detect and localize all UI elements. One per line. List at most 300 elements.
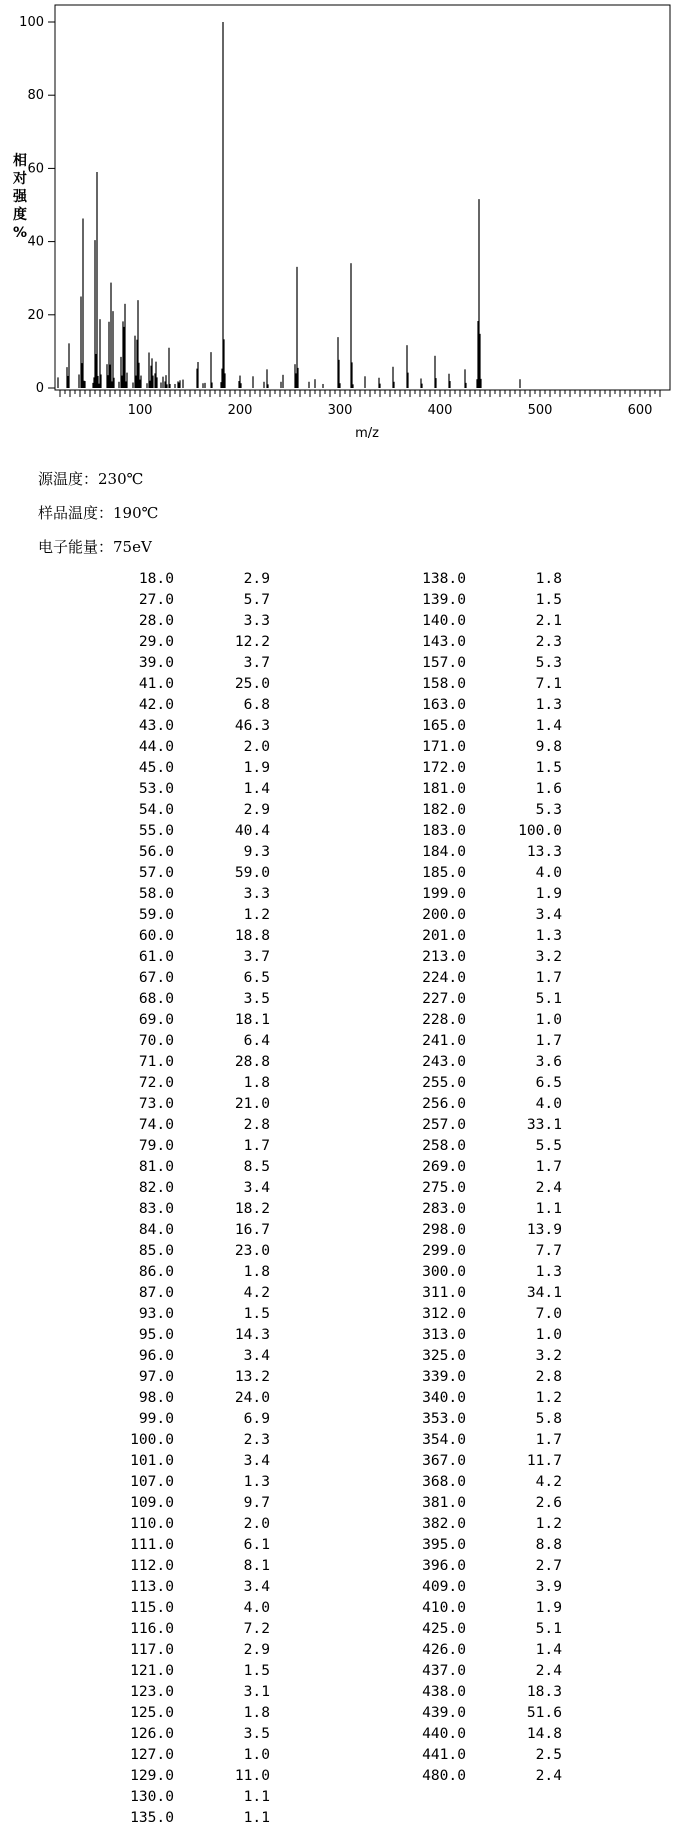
peak-mz: 96.0 [138, 1347, 174, 1364]
peak-intensity: 5.3 [535, 654, 562, 671]
peak-intensity: 2.3 [535, 633, 562, 650]
peak-row [400, 1198, 562, 1219]
peak-intensity: 11.7 [526, 1452, 562, 1469]
peak-mz: 185.0 [422, 864, 466, 881]
y-tick-label: 80 [27, 88, 44, 104]
condition-label: 源温度： [38, 470, 99, 488]
peak-intensity: 4.2 [535, 1473, 562, 1490]
peak-row [100, 841, 270, 862]
peak-mz: 57.0 [138, 864, 174, 881]
peak-mz: 340.0 [422, 1389, 466, 1406]
peak-mz: 283.0 [422, 1200, 466, 1217]
peak-intensity: 1.8 [535, 570, 562, 587]
peak-mz: 275.0 [422, 1179, 466, 1196]
peak-row [100, 631, 270, 652]
peak-intensity: 1.5 [243, 1305, 270, 1322]
peak-mz: 201.0 [422, 927, 466, 944]
peak-intensity: 3.7 [243, 948, 270, 965]
peak-intensity: 46.3 [234, 717, 270, 734]
peak-mz: 121.0 [130, 1662, 174, 1679]
peak-mz: 107.0 [130, 1473, 174, 1490]
peak-mz: 109.0 [130, 1494, 174, 1511]
peak-mz: 258.0 [422, 1137, 466, 1154]
peak-mz: 311.0 [422, 1284, 466, 1301]
peak-mz: 61.0 [138, 948, 174, 965]
peak-mz: 182.0 [422, 801, 466, 818]
peak-mz: 339.0 [422, 1368, 466, 1385]
peak-mz: 42.0 [138, 696, 174, 713]
peak-intensity: 3.3 [243, 612, 270, 629]
peak-mz: 157.0 [422, 654, 466, 671]
y-axis-label-char: % [12, 225, 28, 241]
peak-intensity: 1.2 [243, 906, 270, 923]
peak-row [400, 610, 562, 631]
peak-mz: 86.0 [138, 1263, 174, 1280]
peak-intensity: 7.2 [243, 1620, 270, 1637]
peak-mz: 200.0 [422, 906, 466, 923]
peak-row [400, 694, 562, 715]
peak-mz: 129.0 [130, 1767, 174, 1784]
peak-row [100, 568, 270, 589]
peak-row [400, 631, 562, 652]
peak-mz: 99.0 [138, 1410, 174, 1427]
peak-mz: 111.0 [130, 1536, 174, 1553]
mass-spectrum-chart [0, 0, 680, 440]
peak-row [400, 988, 562, 1009]
peak-intensity: 2.9 [243, 570, 270, 587]
peak-row [100, 799, 270, 820]
peak-row [100, 1093, 270, 1114]
peak-mz: 227.0 [422, 990, 466, 1007]
peak-row [100, 610, 270, 631]
peak-intensity: 2.3 [243, 1431, 270, 1448]
peak-mz: 71.0 [138, 1053, 174, 1070]
peak-intensity: 2.8 [243, 1116, 270, 1133]
peak-mz: 58.0 [138, 885, 174, 902]
peak-row [100, 694, 270, 715]
peak-intensity: 4.0 [535, 864, 562, 881]
peak-mz: 138.0 [422, 570, 466, 587]
peak-mz: 53.0 [138, 780, 174, 797]
peak-mz: 165.0 [422, 717, 466, 734]
peak-row [400, 1681, 562, 1702]
peak-row [400, 1219, 562, 1240]
peak-row [100, 778, 270, 799]
peak-intensity: 2.0 [243, 738, 270, 755]
peak-intensity: 1.8 [243, 1704, 270, 1721]
peak-row [400, 1744, 562, 1765]
peak-intensity: 5.1 [535, 1620, 562, 1637]
peak-mz: 125.0 [130, 1704, 174, 1721]
peak-mz: 116.0 [130, 1620, 174, 1637]
peak-mz: 70.0 [138, 1032, 174, 1049]
peak-row [100, 1765, 270, 1786]
peak-intensity: 6.1 [243, 1536, 270, 1553]
peak-row [100, 1429, 270, 1450]
peak-row [100, 967, 270, 988]
peak-row [400, 1261, 562, 1282]
peak-row [100, 1681, 270, 1702]
peak-mz: 44.0 [138, 738, 174, 755]
peak-mz: 437.0 [422, 1662, 466, 1679]
peak-row [400, 1555, 562, 1576]
peak-row [100, 1009, 270, 1030]
peak-intensity: 7.1 [535, 675, 562, 692]
peak-row [100, 1492, 270, 1513]
peak-row [400, 736, 562, 757]
peak-mz: 171.0 [422, 738, 466, 755]
peak-intensity: 14.8 [526, 1725, 562, 1742]
peak-intensity: 1.7 [535, 969, 562, 986]
peak-intensity: 1.0 [243, 1746, 270, 1763]
peak-mz: 184.0 [422, 843, 466, 860]
peak-intensity: 1.3 [243, 1473, 270, 1490]
peak-intensity: 1.3 [535, 1263, 562, 1280]
peak-mz: 130.0 [130, 1788, 174, 1805]
peak-mz: 255.0 [422, 1074, 466, 1091]
peak-mz: 39.0 [138, 654, 174, 671]
plot-frame [55, 5, 670, 390]
peak-row [100, 1555, 270, 1576]
peak-intensity: 1.4 [243, 780, 270, 797]
peak-mz: 382.0 [422, 1515, 466, 1532]
peak-mz: 139.0 [422, 591, 466, 608]
peak-mz: 110.0 [130, 1515, 174, 1532]
peak-mz: 84.0 [138, 1221, 174, 1238]
peak-intensity: 2.4 [535, 1179, 562, 1196]
peak-row [400, 757, 562, 778]
peak-row [100, 1072, 270, 1093]
peak-mz: 425.0 [422, 1620, 466, 1637]
peak-row [100, 1702, 270, 1723]
peak-mz: 82.0 [138, 1179, 174, 1196]
peak-mz: 81.0 [138, 1158, 174, 1175]
peak-intensity: 9.8 [535, 738, 562, 755]
peak-intensity: 1.4 [535, 717, 562, 734]
peak-intensity: 2.4 [535, 1662, 562, 1679]
peak-intensity: 1.7 [535, 1032, 562, 1049]
peak-mz: 367.0 [422, 1452, 466, 1469]
peak-row [100, 1261, 270, 1282]
peak-row [100, 1177, 270, 1198]
y-tick-label: 20 [27, 307, 44, 323]
peak-mz: 41.0 [138, 675, 174, 692]
peak-row [400, 715, 562, 736]
peak-mz: 101.0 [130, 1452, 174, 1469]
peak-mz: 299.0 [422, 1242, 466, 1259]
peak-row [100, 925, 270, 946]
peak-intensity: 3.6 [535, 1053, 562, 1070]
peak-row [400, 1345, 562, 1366]
peak-row [400, 1303, 562, 1324]
peak-mz: 395.0 [422, 1536, 466, 1553]
peak-row [400, 1597, 562, 1618]
peak-intensity: 11.0 [234, 1767, 270, 1784]
peak-intensity: 2.4 [535, 1767, 562, 1784]
peak-row [400, 1702, 562, 1723]
peak-mz: 241.0 [422, 1032, 466, 1049]
y-tick-label: 100 [19, 15, 44, 30]
x-axis-ticks [60, 390, 660, 397]
peak-row [400, 1114, 562, 1135]
peak-row [100, 1387, 270, 1408]
peak-mz: 69.0 [138, 1011, 174, 1028]
peak-mz: 163.0 [422, 696, 466, 713]
peak-mz: 199.0 [422, 885, 466, 902]
peak-row [100, 1786, 270, 1807]
peak-row [100, 1303, 270, 1324]
peak-intensity: 1.0 [535, 1326, 562, 1343]
peak-intensity: 5.3 [535, 801, 562, 818]
peak-mz: 72.0 [138, 1074, 174, 1091]
peak-intensity: 3.4 [243, 1452, 270, 1469]
peak-row [100, 715, 270, 736]
peak-intensity: 1.0 [535, 1011, 562, 1028]
peak-row [400, 1429, 562, 1450]
peak-intensity: 59.0 [234, 864, 270, 881]
peak-intensity: 1.5 [535, 759, 562, 776]
x-tick-label: 600 [627, 403, 653, 418]
peak-row [100, 1324, 270, 1345]
peak-mz: 73.0 [138, 1095, 174, 1112]
peak-row [100, 1030, 270, 1051]
peak-intensity: 3.7 [243, 654, 270, 671]
peak-row [100, 1114, 270, 1135]
peak-intensity: 6.5 [243, 969, 270, 986]
peak-intensity: 18.8 [234, 927, 270, 944]
peak-mz: 115.0 [130, 1599, 174, 1616]
peak-intensity: 5.7 [243, 591, 270, 608]
peak-row [400, 1030, 562, 1051]
peak-row [100, 820, 270, 841]
condition-source-temperature [38, 470, 143, 488]
peak-mz: 243.0 [422, 1053, 466, 1070]
peak-intensity: 2.1 [535, 612, 562, 629]
peak-intensity: 1.3 [535, 927, 562, 944]
peak-row [100, 1807, 270, 1828]
peak-mz: 438.0 [422, 1683, 466, 1700]
peak-mz: 135.0 [130, 1809, 174, 1826]
peak-mz: 74.0 [138, 1116, 174, 1133]
peak-intensity: 25.0 [234, 675, 270, 692]
peak-row [400, 1009, 562, 1030]
peak-mz: 409.0 [422, 1578, 466, 1595]
peak-mz: 172.0 [422, 759, 466, 776]
y-axis-ticks [48, 22, 55, 388]
peak-row [400, 799, 562, 820]
peak-row [400, 652, 562, 673]
peak-mz: 368.0 [422, 1473, 466, 1490]
peak-mz: 117.0 [130, 1641, 174, 1658]
peak-intensity: 5.1 [535, 990, 562, 1007]
peak-row [400, 841, 562, 862]
x-tick-label: 500 [527, 403, 553, 418]
peak-mz: 396.0 [422, 1557, 466, 1574]
peak-intensity: 8.5 [243, 1158, 270, 1175]
x-axis-label: m/z [355, 426, 379, 440]
peak-intensity: 9.3 [243, 843, 270, 860]
peak-intensity: 6.4 [243, 1032, 270, 1049]
peak-row [100, 1534, 270, 1555]
peak-intensity: 1.3 [535, 696, 562, 713]
peak-intensity: 3.4 [243, 1578, 270, 1595]
peak-intensity: 1.5 [243, 1662, 270, 1679]
peak-intensity: 1.1 [243, 1809, 270, 1826]
peak-row [100, 1450, 270, 1471]
peak-row [100, 1618, 270, 1639]
peak-row [400, 862, 562, 883]
peak-row [100, 1051, 270, 1072]
peak-row [400, 1387, 562, 1408]
peak-mz: 213.0 [422, 948, 466, 965]
peak-row [400, 1576, 562, 1597]
condition-value: 230℃ [98, 470, 144, 488]
peak-row [400, 967, 562, 988]
peak-intensity: 1.9 [535, 1599, 562, 1616]
condition-value: 75eV [113, 538, 152, 556]
peak-mz: 224.0 [422, 969, 466, 986]
peak-mz: 441.0 [422, 1746, 466, 1763]
peak-intensity: 1.8 [243, 1074, 270, 1091]
y-axis-label-char: 相 [13, 153, 27, 169]
peak-row [400, 778, 562, 799]
condition-label: 样品温度： [38, 504, 114, 522]
peak-bars [58, 22, 520, 388]
peak-row [100, 589, 270, 610]
peak-row [100, 1471, 270, 1492]
peak-row [100, 1282, 270, 1303]
x-tick-label: 100 [127, 403, 153, 418]
peak-mz: 256.0 [422, 1095, 466, 1112]
peak-intensity: 7.0 [535, 1305, 562, 1322]
peak-row [400, 589, 562, 610]
peak-row [100, 1408, 270, 1429]
peak-intensity: 2.9 [243, 1641, 270, 1658]
peak-mz: 54.0 [138, 801, 174, 818]
peak-row [400, 1324, 562, 1345]
peak-intensity: 9.7 [243, 1494, 270, 1511]
peak-intensity: 2.5 [535, 1746, 562, 1763]
peak-mz: 95.0 [138, 1326, 174, 1343]
peak-intensity: 1.2 [535, 1515, 562, 1532]
peak-row [400, 1366, 562, 1387]
peak-intensity: 24.0 [234, 1389, 270, 1406]
peak-intensity: 5.5 [535, 1137, 562, 1154]
peak-intensity: 5.8 [535, 1410, 562, 1427]
peak-intensity: 4.0 [243, 1599, 270, 1616]
peak-row [400, 568, 562, 589]
peak-row [400, 1408, 562, 1429]
peak-intensity: 18.1 [234, 1011, 270, 1028]
peak-intensity: 4.2 [243, 1284, 270, 1301]
condition-electron-energy [38, 538, 152, 556]
peak-intensity: 3.3 [243, 885, 270, 902]
peak-mz: 183.0 [422, 822, 466, 839]
peak-row [100, 883, 270, 904]
peak-row [100, 1660, 270, 1681]
y-axis-label-char: 度 [13, 207, 27, 223]
condition-label: 电子能量： [38, 538, 114, 556]
peak-row [100, 862, 270, 883]
peak-intensity: 2.8 [535, 1368, 562, 1385]
peak-intensity: 34.1 [526, 1284, 562, 1301]
y-tick-label: 60 [27, 161, 44, 177]
peak-intensity: 1.4 [535, 1641, 562, 1658]
peak-mz: 123.0 [130, 1683, 174, 1700]
peak-row [400, 904, 562, 925]
peak-mz: 93.0 [138, 1305, 174, 1322]
peak-intensity: 8.1 [243, 1557, 270, 1574]
peak-mz: 228.0 [422, 1011, 466, 1028]
y-tick-label: 0 [35, 381, 44, 396]
y-tick-label: 40 [27, 234, 44, 250]
x-tick-label: 400 [427, 403, 453, 418]
condition-value: 190℃ [113, 504, 159, 522]
peak-row [400, 1093, 562, 1114]
peak-intensity: 1.2 [535, 1389, 562, 1406]
peak-intensity: 3.4 [535, 906, 562, 923]
peak-mz: 313.0 [422, 1326, 466, 1343]
peak-intensity: 1.9 [535, 885, 562, 902]
peak-mz: 439.0 [422, 1704, 466, 1721]
peak-intensity: 3.9 [535, 1578, 562, 1595]
peak-intensity: 18.3 [526, 1683, 562, 1700]
peak-intensity: 3.5 [243, 1725, 270, 1742]
peak-row [100, 757, 270, 778]
y-axis-tick-labels [19, 15, 44, 396]
peak-intensity: 3.2 [535, 948, 562, 965]
peak-row [100, 652, 270, 673]
peak-intensity: 1.1 [535, 1200, 562, 1217]
peak-intensity: 2.6 [535, 1494, 562, 1511]
peak-row [400, 925, 562, 946]
peak-row [100, 673, 270, 694]
peak-row [100, 1219, 270, 1240]
peak-mz: 83.0 [138, 1200, 174, 1217]
peak-table-left-column [100, 568, 270, 1828]
peak-mz: 257.0 [422, 1116, 466, 1133]
peak-mz: 45.0 [138, 759, 174, 776]
peak-intensity: 2.7 [535, 1557, 562, 1574]
peak-intensity: 6.8 [243, 696, 270, 713]
peak-intensity: 3.4 [243, 1347, 270, 1364]
peak-intensity: 1.6 [535, 780, 562, 797]
peak-mz: 97.0 [138, 1368, 174, 1385]
peak-mz: 440.0 [422, 1725, 466, 1742]
peak-mz: 43.0 [138, 717, 174, 734]
peak-intensity: 40.4 [234, 822, 270, 839]
x-axis-tick-labels [128, 403, 653, 418]
peak-row [400, 1156, 562, 1177]
peak-intensity: 13.2 [234, 1368, 270, 1385]
y-axis-label [12, 152, 28, 241]
peak-intensity: 4.0 [535, 1095, 562, 1112]
peak-mz: 300.0 [422, 1263, 466, 1280]
peak-intensity: 23.0 [234, 1242, 270, 1259]
peak-intensity: 51.6 [526, 1704, 562, 1721]
peak-mz: 381.0 [422, 1494, 466, 1511]
peak-row [400, 1177, 562, 1198]
peak-mz: 269.0 [422, 1158, 466, 1175]
peak-intensity: 28.8 [234, 1053, 270, 1070]
peak-row [400, 1639, 562, 1660]
peak-row [400, 1051, 562, 1072]
peak-intensity: 13.3 [526, 843, 562, 860]
peak-intensity: 1.5 [535, 591, 562, 608]
peak-intensity: 2.0 [243, 1515, 270, 1532]
peak-row [100, 1639, 270, 1660]
y-axis-label-char: 强 [13, 189, 27, 205]
